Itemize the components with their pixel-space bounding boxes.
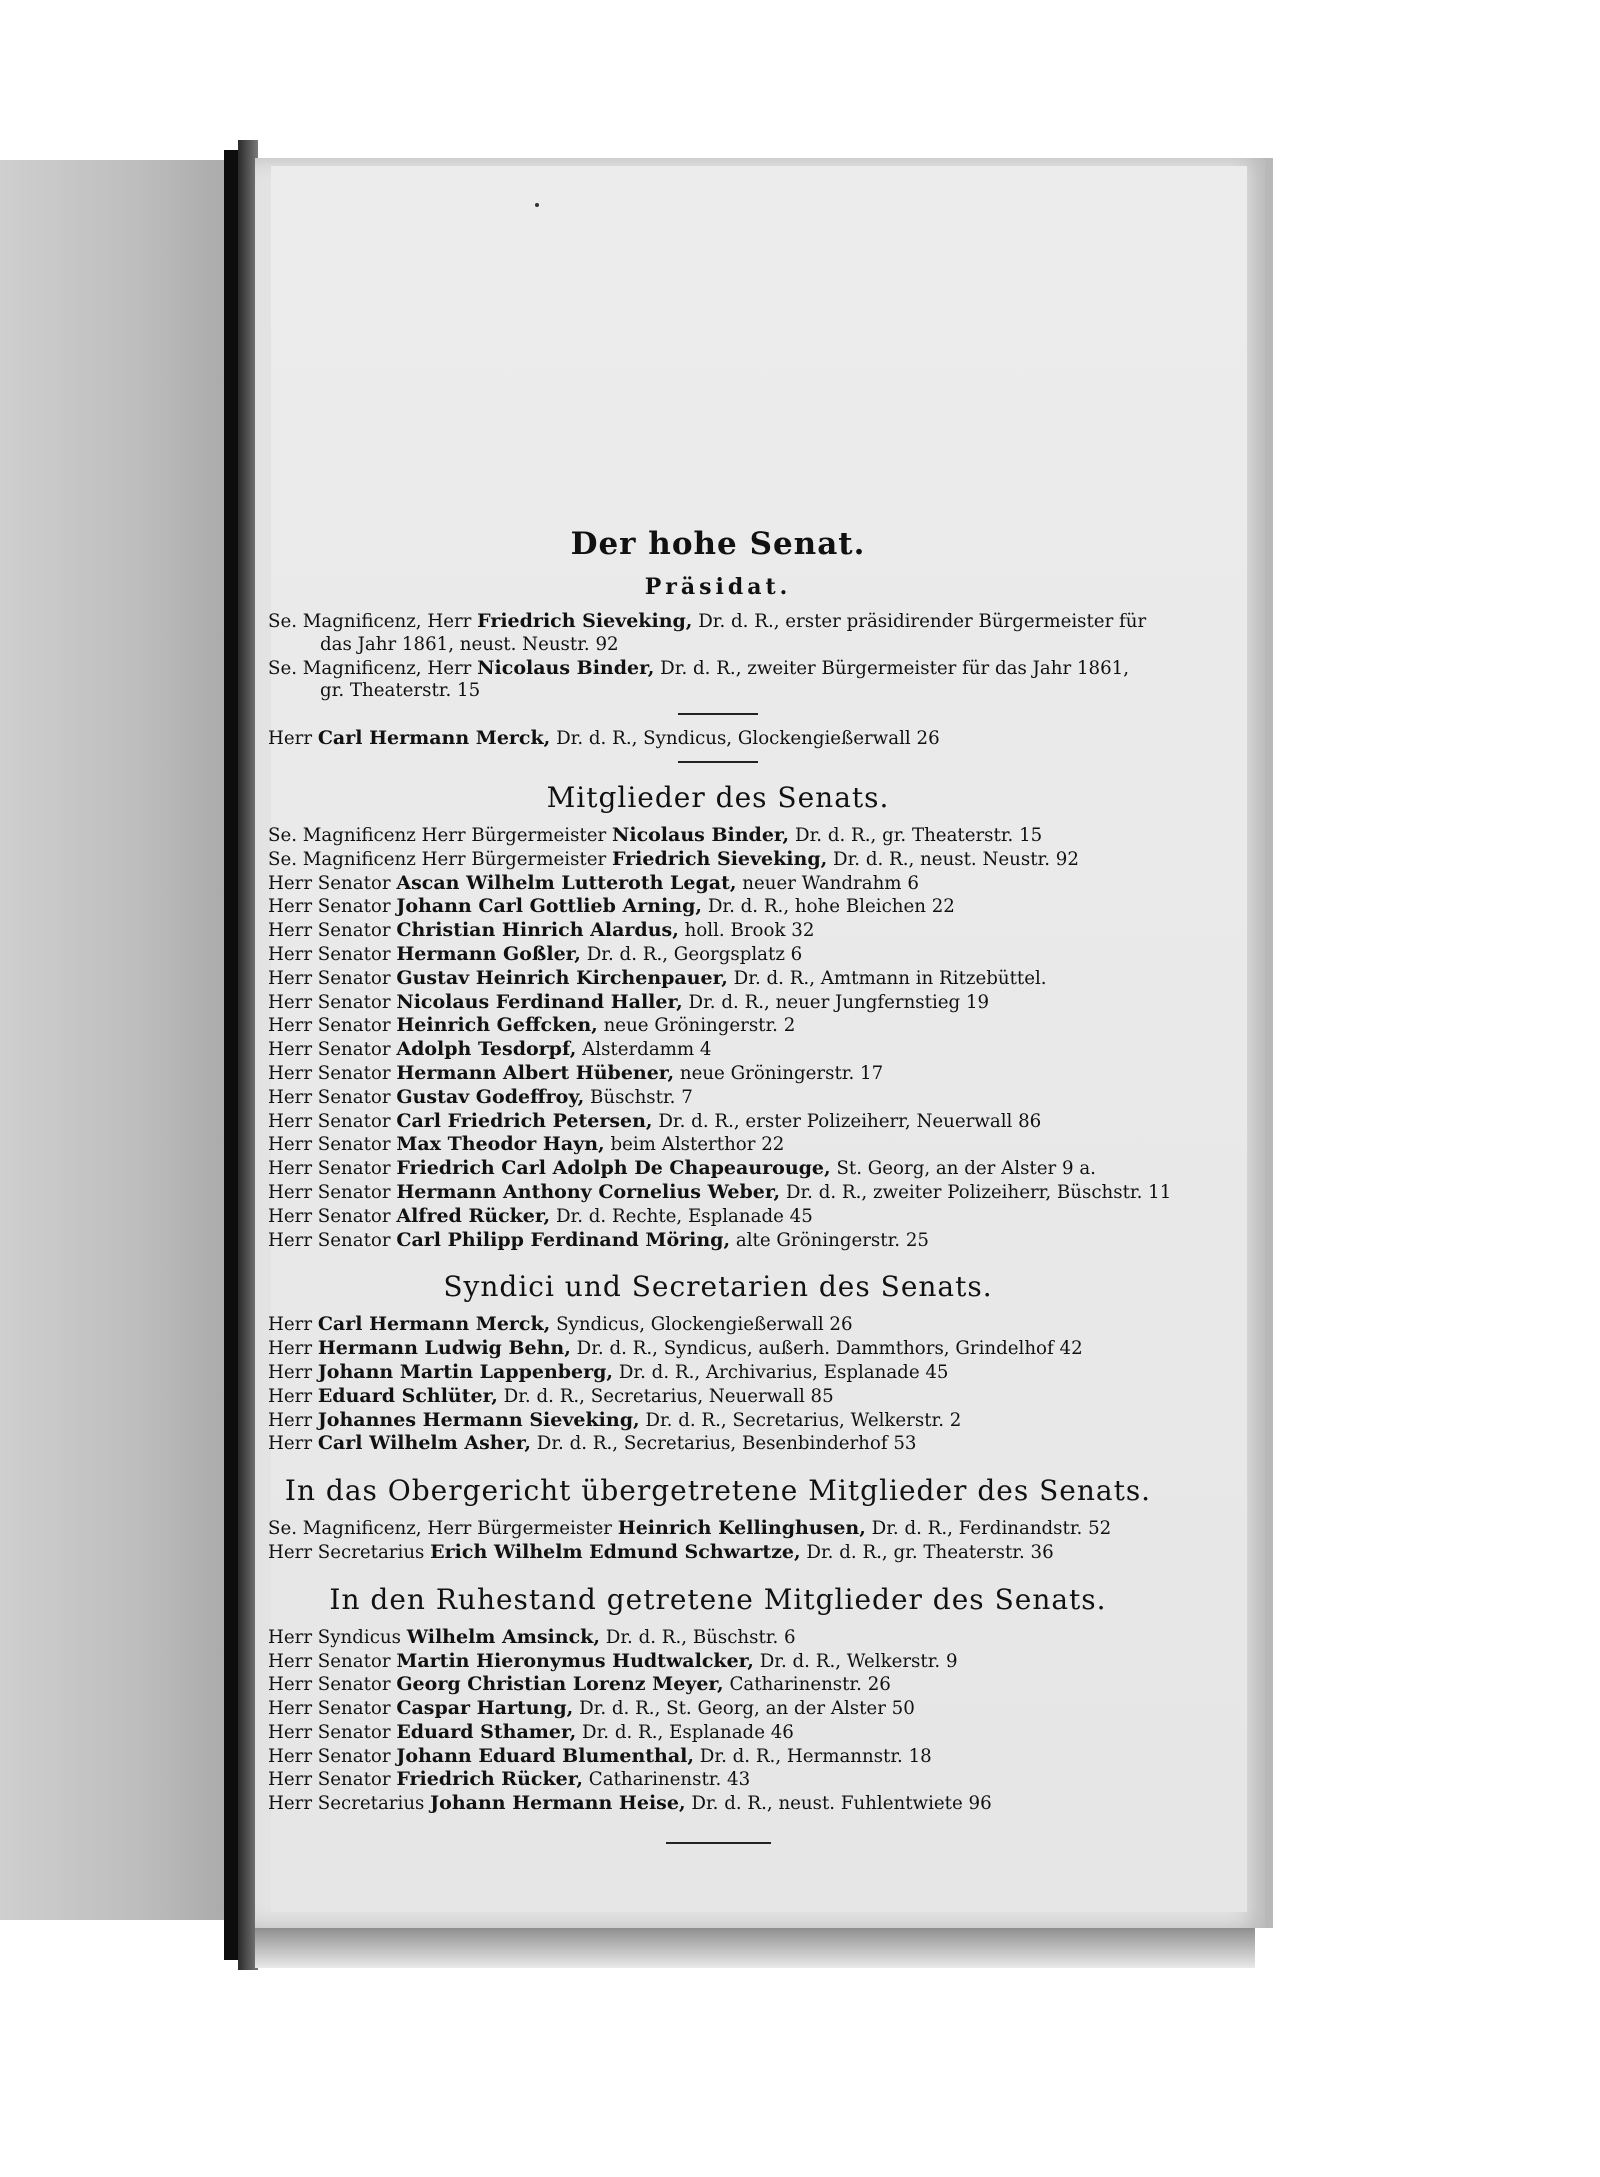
entry-prefix: Se. Magnificenz, Herr bbox=[268, 657, 472, 679]
entry-name: Carl Hermann Merck, bbox=[317, 727, 551, 750]
entry-details: Dr. d. R., Secretarius, Besenbinderhof 53 bbox=[536, 1433, 917, 1455]
entry-prefix: Se. Magnificenz Herr Bürgermeister bbox=[268, 824, 607, 846]
ruhestand-heading: In den Ruhestand getretene Mitglieder des Senats. bbox=[329, 1582, 1107, 1616]
entry-name: Friedrich Sieveking, bbox=[477, 610, 693, 632]
entry-name: Carl Friedrich Petersen, bbox=[396, 1109, 653, 1132]
entry-line bbox=[268, 611, 1146, 632]
entry-details: Dr. d. R., neuer Jungfernstieg 19 bbox=[688, 991, 990, 1013]
list-item bbox=[268, 1337, 1168, 1361]
list-item bbox=[268, 1361, 1168, 1385]
entry-name: Johann Hermann Heise, bbox=[430, 1792, 686, 1815]
entry-details: neue Gröningerstr. 2 bbox=[603, 1015, 796, 1037]
list-item bbox=[268, 919, 1168, 943]
entry-name: Carl Philipp Ferdinand Möring, bbox=[396, 1228, 731, 1251]
entry-prefix: Se. Magnificenz, Herr Bürgermeister bbox=[268, 1518, 612, 1540]
entry-prefix: Herr Senator bbox=[268, 943, 391, 965]
entry-details: Dr. d. R., gr. Theaterstr. 36 bbox=[806, 1541, 1054, 1563]
entry-prefix: Herr Senator bbox=[268, 1745, 391, 1767]
entry-name: Friedrich Carl Adolph De Chapeaurouge, bbox=[396, 1157, 831, 1180]
entry-name: Nicolaus Binder, bbox=[611, 823, 790, 846]
entry-details: Dr. d. R., Secretarius, Welkerstr. 2 bbox=[645, 1409, 962, 1431]
entry-prefix: Herr Senator bbox=[268, 1134, 391, 1156]
entry-prefix: Herr Senator bbox=[268, 1769, 391, 1791]
entry-name: Gustav Heinrich Kirchenpauer, bbox=[396, 966, 728, 989]
list-item bbox=[268, 1038, 1168, 1062]
entry-prefix: Herr Senator bbox=[268, 1181, 391, 1203]
entry-details: Catharinenstr. 26 bbox=[729, 1674, 891, 1696]
entry-details: Dr. d. R., zweiter Bürgermeister für das Jahr 1861, bbox=[660, 657, 1130, 679]
entry-prefix: Se. Magnificenz, Herr bbox=[268, 611, 472, 632]
entry-name: Friedrich Sieveking, bbox=[611, 847, 828, 870]
entry-name: Heinrich Kellinghusen, bbox=[617, 1517, 866, 1540]
list-item bbox=[268, 1180, 1172, 1205]
entry-details: Dr. d. R., Archivarius, Esplanade 45 bbox=[618, 1361, 949, 1383]
list-item bbox=[268, 1313, 1168, 1337]
mitglieder-heading: Mitglieder des Senats. bbox=[546, 780, 890, 814]
entry-details: Alsterdamm 4 bbox=[582, 1039, 712, 1061]
entry-prefix: Herr Syndicus bbox=[268, 1626, 401, 1648]
entry-prefix: Herr Senator bbox=[268, 1698, 391, 1720]
entry-name: Johann Carl Gottlieb Arning, bbox=[396, 895, 703, 918]
entry-line bbox=[268, 658, 1129, 679]
entry-details: Dr. d. R., erster Polizeiherr, Neuerwall 86 bbox=[658, 1110, 1042, 1132]
list-item bbox=[268, 1086, 1168, 1110]
page-bottom-edge bbox=[255, 1928, 1255, 1968]
entry-name: Johann Martin Lappenberg, bbox=[317, 1360, 614, 1383]
entry-details: holl. Brook 32 bbox=[684, 920, 815, 942]
entry-name: Erich Wilhelm Edmund Schwartze, bbox=[430, 1540, 801, 1563]
entry-prefix: Herr Senator bbox=[268, 872, 391, 894]
entry-prefix: Herr Secretarius bbox=[268, 1793, 425, 1815]
list-item bbox=[268, 1541, 1168, 1565]
list-item bbox=[268, 991, 1168, 1015]
entry-prefix: Se. Magnificenz Herr Bürgermeister bbox=[268, 848, 607, 870]
list-item bbox=[268, 824, 1168, 848]
entry-prefix: Herr bbox=[268, 1314, 313, 1336]
entry-prefix: Herr Senator bbox=[268, 1229, 391, 1251]
closing-divider bbox=[666, 1842, 771, 1844]
entry-details: Dr. d. R., Esplanade 46 bbox=[582, 1721, 794, 1743]
list-item bbox=[268, 1697, 1168, 1721]
entry-details: Dr. d. R., Welkerstr. 9 bbox=[759, 1650, 958, 1672]
list-item bbox=[268, 1517, 1168, 1541]
list-item bbox=[268, 1409, 1168, 1433]
list-item bbox=[268, 1768, 1168, 1792]
list-item bbox=[268, 1062, 1168, 1086]
entry-continuation: gr. Theaterstr. 15 bbox=[320, 680, 481, 702]
entry-prefix: Herr Senator bbox=[268, 896, 391, 918]
list-item bbox=[268, 895, 1168, 919]
entry-details: Dr. d. R., Syndicus, außerh. Dammthors, Grindelhof 42 bbox=[576, 1338, 1083, 1360]
entry-details: Syndicus, Glockengießerwall 26 bbox=[556, 1314, 853, 1336]
list-item bbox=[268, 943, 1168, 967]
list-item bbox=[268, 1157, 1168, 1181]
ruhestand-list bbox=[268, 1626, 1168, 1816]
list-item bbox=[268, 1205, 1168, 1229]
entry-prefix: Herr bbox=[268, 1433, 313, 1455]
entry-details: Dr. d. R., zweiter Polizeiherr, Büschstr. 11 bbox=[785, 1181, 1172, 1203]
entry-details: Dr. d. R., Georgsplatz 6 bbox=[586, 943, 803, 965]
entry-name: Wilhelm Amsinck, bbox=[406, 1625, 600, 1648]
list-item bbox=[268, 1385, 1168, 1409]
entry-name: Hermann Anthony Cornelius Weber, bbox=[396, 1180, 781, 1203]
page-speck bbox=[535, 203, 539, 207]
entry-prefix: Herr bbox=[268, 1338, 313, 1360]
syndici-list bbox=[268, 1313, 1168, 1456]
section-divider bbox=[678, 761, 758, 763]
list-item bbox=[268, 1721, 1168, 1745]
book-spine bbox=[224, 150, 238, 1960]
entry-name: Georg Christian Lorenz Meyer, bbox=[396, 1673, 724, 1696]
entry-prefix: Herr Senator bbox=[268, 1158, 391, 1180]
entry-details: Dr. d. Rechte, Esplanade 45 bbox=[555, 1205, 813, 1227]
entry-continuation: das Jahr 1861, neust. Neustr. 92 bbox=[320, 633, 619, 655]
list-item bbox=[268, 1133, 1168, 1157]
list-item bbox=[268, 1432, 1168, 1456]
praesidat-heading: Präsidat. bbox=[644, 574, 792, 600]
syndici-heading: Syndici und Secretarien des Senats. bbox=[443, 1270, 993, 1304]
entry-prefix: Herr Senator bbox=[268, 1086, 391, 1108]
entry-prefix: Herr bbox=[268, 1385, 313, 1407]
entry-details: Catharinenstr. 43 bbox=[588, 1769, 751, 1791]
entry-name: Heinrich Geffcken, bbox=[396, 1014, 598, 1037]
entry-name: Friedrich Rücker, bbox=[396, 1768, 583, 1791]
entry-name: Hermann Ludwig Behn, bbox=[317, 1337, 571, 1360]
entry-name: Nicolaus Ferdinand Haller, bbox=[396, 990, 683, 1013]
entry-prefix: Herr Senator bbox=[268, 1721, 391, 1743]
entry-name: Eduard Schlüter, bbox=[317, 1384, 498, 1407]
entry-details: neue Gröningerstr. 17 bbox=[679, 1062, 884, 1084]
entry-name: Gustav Godeffroy, bbox=[396, 1085, 585, 1108]
praesidat-list bbox=[268, 610, 1168, 703]
scan-background-left bbox=[0, 160, 235, 1920]
entry-prefix: Herr Senator bbox=[268, 1110, 391, 1132]
list-item bbox=[268, 1745, 1168, 1769]
entry-name: Alfred Rücker, bbox=[396, 1204, 551, 1227]
list-item bbox=[268, 872, 1168, 896]
obergericht-list bbox=[268, 1517, 1168, 1565]
praesidat-entry bbox=[268, 610, 1168, 657]
entry-details: Dr. d. R., Secretarius, Neuerwall 85 bbox=[503, 1385, 834, 1407]
entry-prefix: Herr bbox=[268, 1361, 313, 1383]
entry-prefix: Herr Senator bbox=[268, 1062, 391, 1084]
list-item bbox=[268, 1110, 1168, 1134]
list-item bbox=[268, 1792, 1168, 1816]
list-item bbox=[268, 1626, 1168, 1650]
praesidat-entry bbox=[268, 657, 1168, 704]
entry-details: Dr. d. R., Ferdinandstr. 52 bbox=[871, 1518, 1112, 1540]
entry-name: Carl Hermann Merck, bbox=[317, 1313, 551, 1336]
entry-name: Johannes Hermann Sieveking, bbox=[317, 1408, 640, 1431]
list-item bbox=[268, 848, 1168, 872]
entry-name: Caspar Hartung, bbox=[396, 1697, 574, 1720]
entry-prefix: Herr Senator bbox=[268, 920, 391, 942]
entry-details: Dr. d. R., Hermannstr. 18 bbox=[699, 1745, 932, 1767]
entry-details: neuer Wandrahm 6 bbox=[742, 872, 919, 894]
entry-name: Hermann Goßler, bbox=[396, 942, 581, 965]
entry-name: Eduard Sthamer, bbox=[396, 1720, 577, 1743]
entry-details: Dr. d. R., gr. Theaterstr. 15 bbox=[794, 824, 1043, 846]
entry-name: Nicolaus Binder, bbox=[477, 656, 655, 679]
entry-details: Dr. d. R., neust. Neustr. 92 bbox=[833, 848, 1079, 870]
entry-name: Christian Hinrich Alardus, bbox=[396, 919, 679, 942]
syndicus-entry bbox=[268, 727, 1168, 751]
entry-name: Carl Wilhelm Asher, bbox=[317, 1432, 531, 1455]
entry-prefix: Herr Senator bbox=[268, 967, 391, 989]
entry-prefix: Herr bbox=[268, 1409, 313, 1431]
mitglieder-list bbox=[268, 823, 1172, 1252]
entry-details: Dr. d. R., Amtmann in Ritzebüttel. bbox=[733, 967, 1047, 989]
entry-details: Dr. d. R., St. Georg, an der Alster 50 bbox=[579, 1698, 915, 1720]
entry-name: Martin Hieronymus Hudtwalcker, bbox=[396, 1649, 754, 1672]
entry-details: Dr. d. R., erster präsidirender Bürgermeister für bbox=[698, 611, 1147, 632]
entry-details: Dr. d. R., Büschstr. 6 bbox=[605, 1626, 796, 1648]
entry-details: Dr. d. R., hohe Bleichen 22 bbox=[707, 896, 955, 918]
entry-prefix: Herr Secretarius bbox=[268, 1541, 425, 1563]
entry-prefix: Herr bbox=[268, 728, 313, 750]
list-item bbox=[268, 1650, 1168, 1674]
entry-name: Johann Eduard Blumenthal, bbox=[396, 1744, 694, 1767]
entry-prefix: Herr Senator bbox=[268, 1674, 391, 1696]
entry-details: Büschstr. 7 bbox=[590, 1086, 693, 1108]
entry-details: St. Georg, an der Alster 9 a. bbox=[836, 1158, 1096, 1180]
entry-details: Dr. d. R., Syndicus, Glockengießerwall 26 bbox=[556, 728, 940, 750]
entry-name: Max Theodor Hayn, bbox=[396, 1133, 605, 1156]
list-item bbox=[268, 1673, 1168, 1697]
entry-details: alte Gröningerstr. 25 bbox=[735, 1229, 929, 1251]
list-item bbox=[268, 967, 1168, 991]
entry-details: beim Alsterthor 22 bbox=[610, 1134, 785, 1156]
entry-name: Adolph Tesdorpf, bbox=[396, 1038, 577, 1061]
entry-prefix: Herr Senator bbox=[268, 991, 391, 1013]
entry-prefix: Herr Senator bbox=[268, 1205, 391, 1227]
entry-prefix: Herr Senator bbox=[268, 1650, 391, 1672]
document-content bbox=[268, 526, 1172, 1856]
entry-name: Ascan Wilhelm Lutteroth Legat, bbox=[396, 871, 737, 894]
section-divider bbox=[678, 713, 758, 715]
list-item bbox=[268, 1014, 1168, 1038]
entry-name: Hermann Albert Hübener, bbox=[396, 1061, 675, 1084]
entry-prefix: Herr Senator bbox=[268, 1039, 391, 1061]
document-title: Der hohe Senat. bbox=[570, 526, 866, 562]
obergericht-heading: In das Obergericht übergetretene Mitglieder des Senats. bbox=[284, 1474, 1152, 1508]
entry-details: Dr. d. R., neust. Fuhlentwiete 96 bbox=[691, 1793, 992, 1815]
list-item bbox=[268, 1229, 1168, 1253]
entry-prefix: Herr Senator bbox=[268, 1015, 391, 1037]
